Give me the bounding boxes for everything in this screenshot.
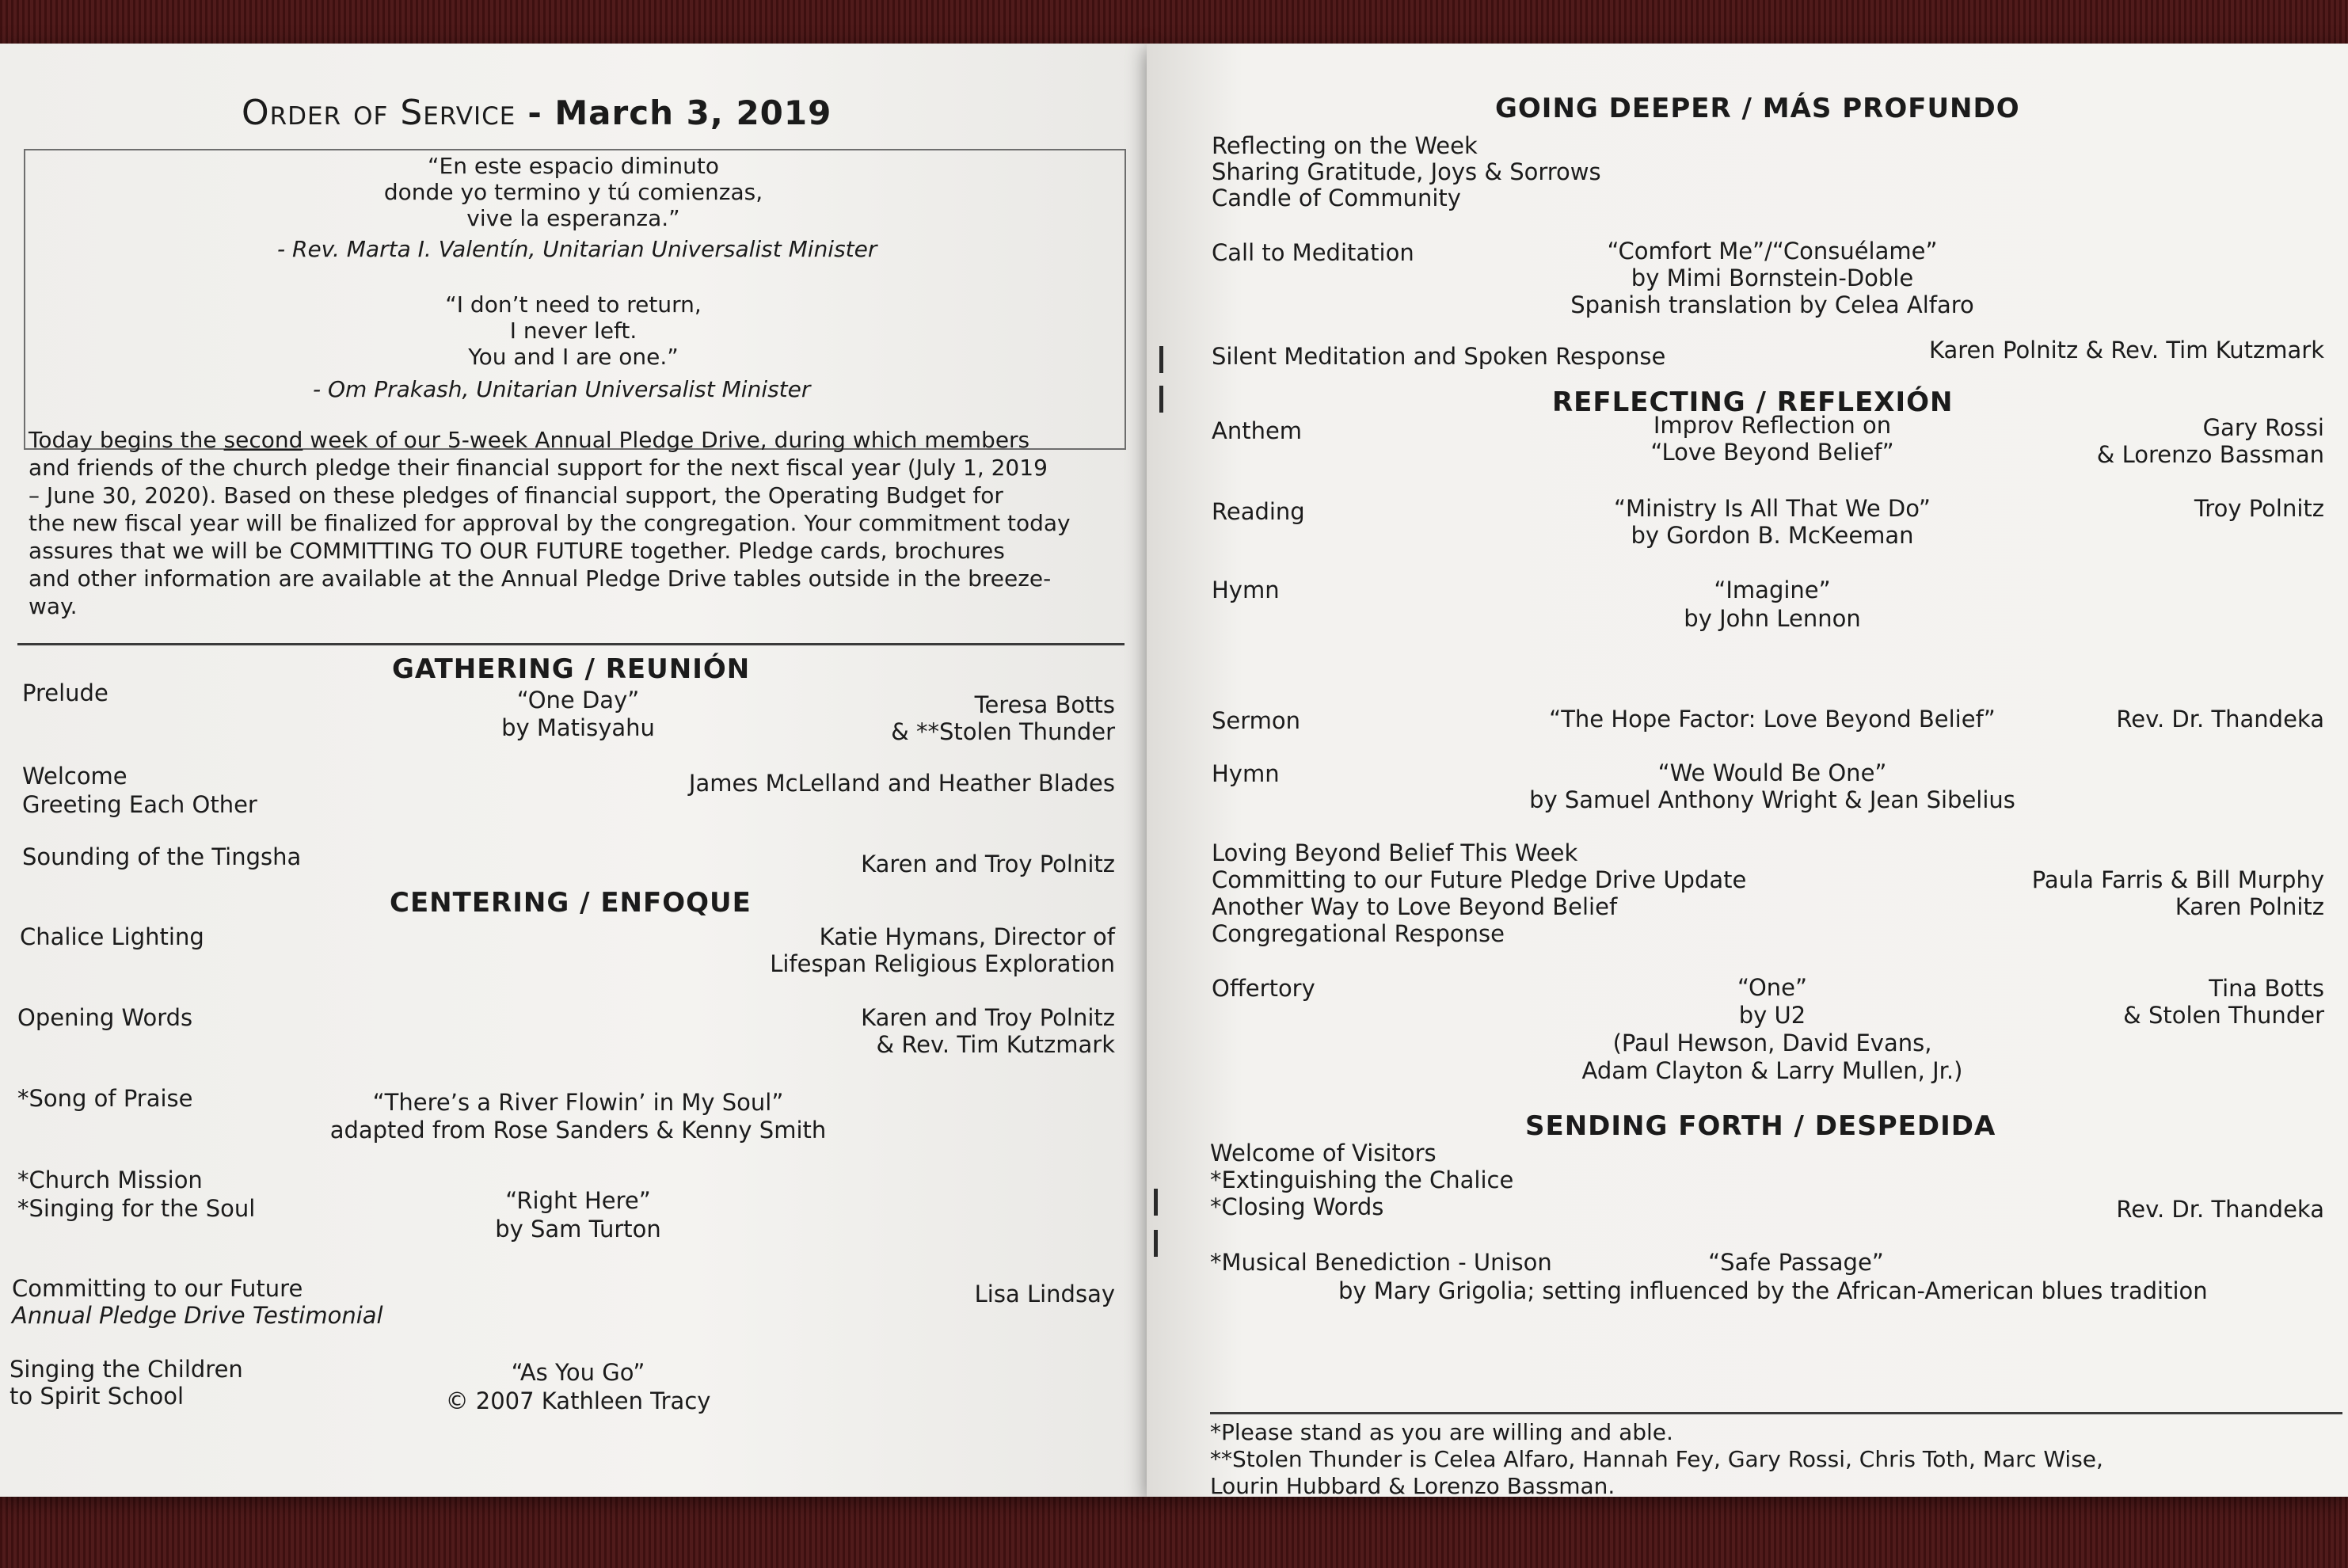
intro-line: and friends of the church pledge their financial support for the next fiscal year (July 1, 2019 bbox=[29, 455, 1048, 481]
quote-line: I never left. bbox=[509, 318, 637, 344]
quote-line: “I don’t need to return, bbox=[445, 291, 702, 318]
item-label-silent-meditation: Silent Meditation and Spoken Response bbox=[1212, 343, 1666, 370]
intro-emphasis: second bbox=[223, 427, 303, 453]
fold-mark bbox=[1154, 1230, 1158, 1257]
item-reflecting-week bbox=[1212, 133, 1601, 211]
item-middle-line: Adam Clayton & Larry Mullen, Jr.) bbox=[1581, 1057, 1963, 1084]
item-label-line: Another Way to Love Beyond Belief bbox=[1212, 893, 1618, 920]
section-heading-reflecting: REFLECTING / REFLEXIÓN bbox=[1552, 386, 1954, 418]
section-heading-centering: CENTERING / ENFOQUE bbox=[390, 887, 752, 919]
item-middle-line: adapted from Rose Sanders & Kenny Smith bbox=[329, 1117, 827, 1144]
item-label-line: Sharing Gratitude, Joys & Sorrows bbox=[1212, 158, 1601, 185]
item-label-line: Singing the Children bbox=[10, 1356, 243, 1383]
intro-line: assures that we will be COMMITTING TO OUR FUTURE together. Pledge cards, brochures bbox=[29, 538, 1005, 564]
item-label-anthem: Anthem bbox=[1212, 417, 1303, 444]
item-middle-line: “Comfort Me”/“Consuélame” bbox=[1607, 238, 1938, 265]
footnote-line: **Stolen Thunder is Celea Alfaro, Hannah Fey, Gary Rossi, Chris Toth, Marc Wise, bbox=[1210, 1446, 2103, 1472]
item-label-committing bbox=[12, 1275, 383, 1329]
item-middle-line: “Right Here” bbox=[505, 1187, 651, 1214]
item-label-welcome bbox=[22, 762, 257, 819]
item-right-line: Gary Rossi bbox=[2202, 414, 2324, 441]
item-middle-line: by U2 bbox=[1738, 1002, 1806, 1029]
item-middle-benediction-title: “Safe Passage” bbox=[1708, 1249, 1884, 1276]
item-right-line: Katie Hymans, Director of bbox=[819, 923, 1115, 950]
item-middle-line: “One” bbox=[1737, 974, 1808, 1001]
item-label-line: Candle of Community bbox=[1212, 185, 1461, 211]
item-middle-line: © 2007 Kathleen Tracy bbox=[445, 1387, 711, 1414]
item-middle-line: Spanish translation by Celea Alfaro bbox=[1570, 291, 1974, 318]
item-label-church-mission bbox=[17, 1166, 255, 1223]
item-middle-line: “We Would Be One” bbox=[1657, 759, 1887, 786]
quote-line: vive la esperanza.” bbox=[466, 205, 680, 231]
item-right-closing-words: Rev. Dr. Thandeka bbox=[2116, 1196, 2324, 1223]
quote-line: donde yo termino y tú comienzas, bbox=[383, 179, 763, 205]
item-right-chalice bbox=[770, 923, 1115, 977]
intro-line: and other information are available at the Annual Pledge Drive tables outside in the breeze- bbox=[29, 565, 1052, 592]
item-middle-line: “Imagine” bbox=[1714, 577, 1831, 603]
item-right-line: Tina Botts bbox=[2209, 975, 2324, 1002]
item-right-offertory bbox=[2123, 975, 2324, 1029]
item-right-line: & Lorenzo Bassman bbox=[2096, 441, 2324, 468]
footnote-divider bbox=[1210, 1412, 2342, 1414]
item-right-line: Karen Polnitz bbox=[2175, 893, 2324, 920]
intro-text: Today begins the bbox=[29, 427, 217, 453]
item-label-line: *Closing Words bbox=[1210, 1193, 1384, 1220]
item-label-line: Loving Beyond Belief This Week bbox=[1212, 839, 1578, 866]
item-middle-line: (Paul Hewson, David Evans, bbox=[1612, 1029, 1932, 1056]
intro-paragraph bbox=[29, 426, 1071, 620]
item-right-line: Paula Farris & Bill Murphy bbox=[2031, 866, 2324, 893]
item-label-prelude: Prelude bbox=[22, 679, 108, 706]
page-title-text: Order of Service bbox=[242, 93, 516, 133]
intro-line: way. bbox=[29, 593, 78, 619]
item-label-song-of-praise: *Song of Praise bbox=[17, 1085, 193, 1112]
item-right-line: Teresa Botts bbox=[974, 691, 1115, 718]
item-label-line: Congregational Response bbox=[1212, 920, 1505, 947]
item-middle-prelude bbox=[443, 687, 713, 742]
item-label-line: *Singing for the Soul bbox=[17, 1195, 256, 1222]
divider bbox=[17, 643, 1125, 645]
item-right-tingsha: Karen and Troy Polnitz bbox=[861, 851, 1115, 877]
item-middle-line: by Samuel Anthony Wright & Jean Sibelius bbox=[1529, 786, 2015, 813]
quote-line: “En este espacio diminuto bbox=[428, 153, 719, 179]
fold-mark bbox=[1159, 386, 1163, 413]
item-middle-line: “One Day” bbox=[516, 687, 640, 714]
intro-line: the new fiscal year will be finalized for approval by the congregation. Your commitment today bbox=[29, 510, 1071, 536]
item-middle-line: by John Lennon bbox=[1684, 605, 1861, 632]
item-welcome-visitors bbox=[1210, 1140, 1513, 1220]
right-page bbox=[1147, 44, 2348, 1497]
item-middle-hymn-one bbox=[1495, 759, 2049, 813]
item-middle-sermon: “The Hope Factor: Love Beyond Belief” bbox=[1549, 706, 1996, 733]
item-middle-song-of-praise bbox=[301, 1089, 855, 1144]
item-right-reading: Troy Polnitz bbox=[2194, 495, 2324, 522]
item-right-line: Karen and Troy Polnitz bbox=[861, 1004, 1115, 1031]
section-heading-sending: SENDING FORTH / DESPEDIDA bbox=[1525, 1110, 1996, 1142]
item-label-line: to Spirit School bbox=[10, 1383, 185, 1410]
item-right-loving-beyond bbox=[2032, 866, 2324, 920]
item-loving-beyond bbox=[1212, 839, 1746, 947]
item-middle-hymn-imagine bbox=[1606, 576, 1939, 633]
item-right-line: & Stolen Thunder bbox=[2123, 1002, 2324, 1029]
item-right-anthem bbox=[2097, 414, 2324, 468]
item-right-line: & **Stolen Thunder bbox=[891, 718, 1115, 745]
item-middle-singing-children bbox=[428, 1358, 729, 1415]
item-right-sermon: Rev. Dr. Thandeka bbox=[2116, 706, 2324, 733]
item-right-welcome: James McLelland and Heather Blades bbox=[688, 770, 1115, 797]
item-label-tingsha: Sounding of the Tingsha bbox=[22, 843, 302, 870]
intro-text: week of our 5-week Annual Pledge Drive, during which members bbox=[310, 427, 1030, 453]
item-label-opening: Opening Words bbox=[17, 1004, 193, 1031]
item-label-hymn-imagine: Hymn bbox=[1212, 577, 1280, 603]
item-label-line: Committing to our Future bbox=[12, 1275, 303, 1302]
item-right-silent-meditation: Karen Polnitz & Rev. Tim Kutzmark bbox=[1928, 337, 2324, 363]
page-title-date: - March 3, 2019 bbox=[527, 93, 832, 132]
quote-attribution: - Om Prakash, Unitarian Universalist Minister bbox=[313, 376, 811, 402]
item-middle-line: by Sam Turton bbox=[495, 1216, 661, 1243]
item-label-line: Reflecting on the Week bbox=[1212, 132, 1478, 159]
item-label-line: Greeting Each Other bbox=[22, 791, 257, 818]
item-middle-line: by Mimi Bornstein-Doble bbox=[1631, 265, 1914, 291]
item-label-line: *Church Mission bbox=[17, 1166, 203, 1193]
footnote-line: Lourin Hubbard & Lorenzo Bassman. bbox=[1210, 1473, 1615, 1499]
item-right-line: Lifespan Religious Exploration bbox=[770, 950, 1115, 977]
quote-2 bbox=[24, 291, 1123, 370]
item-middle-line: “Love Beyond Belief” bbox=[1650, 439, 1894, 466]
item-middle-line: by Gordon B. McKeeman bbox=[1631, 522, 1914, 549]
item-label-benediction: *Musical Benediction - Unison bbox=[1210, 1249, 1552, 1276]
item-label-line: Committing to our Future Pledge Drive Update bbox=[1212, 866, 1747, 893]
item-label-reading: Reading bbox=[1212, 498, 1305, 525]
page-title bbox=[242, 93, 832, 133]
section-heading-gathering: GATHERING / REUNIÓN bbox=[392, 653, 751, 685]
item-right-opening bbox=[861, 1004, 1115, 1058]
item-right-prelude bbox=[891, 691, 1115, 745]
item-middle-reading bbox=[1566, 495, 1978, 549]
fold-mark bbox=[1159, 346, 1163, 373]
item-middle-offertory bbox=[1558, 974, 1986, 1085]
item-label-singing-children bbox=[10, 1356, 243, 1410]
quote-line: You and I are one.” bbox=[468, 344, 679, 370]
footnote-line: *Please stand as you are willing and able. bbox=[1210, 1419, 1673, 1445]
item-middle-line: “As You Go” bbox=[511, 1359, 645, 1386]
fold-mark bbox=[1154, 1189, 1158, 1216]
footnotes bbox=[1210, 1419, 2103, 1500]
left-page bbox=[0, 44, 1148, 1497]
item-label-offertory: Offertory bbox=[1212, 975, 1315, 1002]
item-middle-line: “There’s a River Flowin’ in My Soul” bbox=[372, 1089, 784, 1116]
item-middle-benediction-by: by Mary Grigolia; setting influenced by the African-American blues tradition bbox=[1338, 1277, 2208, 1304]
item-right-line: & Rev. Tim Kutzmark bbox=[876, 1031, 1115, 1058]
item-label-line: *Extinguishing the Chalice bbox=[1210, 1166, 1514, 1193]
item-middle-meditation bbox=[1527, 238, 2018, 318]
section-heading-going-deeper: GOING DEEPER / MÁS PROFUNDO bbox=[1495, 93, 2020, 124]
item-label-hymn-one: Hymn bbox=[1212, 760, 1280, 787]
item-label-meditation: Call to Meditation bbox=[1212, 239, 1414, 266]
item-label-line: Annual Pledge Drive Testimonial bbox=[12, 1302, 383, 1329]
quote-1 bbox=[24, 153, 1123, 231]
item-label-line: Welcome bbox=[22, 763, 127, 790]
intro-line: – June 30, 2020). Based on these pledges of financial support, the Operating Budget for bbox=[29, 482, 1003, 508]
item-middle-anthem bbox=[1622, 412, 1923, 466]
item-label-chalice: Chalice Lighting bbox=[20, 923, 204, 950]
item-middle-line: Improv Reflection on bbox=[1653, 412, 1892, 439]
item-right-committing: Lisa Lindsay bbox=[974, 1281, 1115, 1307]
item-label-sermon: Sermon bbox=[1212, 707, 1301, 734]
item-middle-church-mission bbox=[443, 1186, 713, 1243]
quote-attribution: - Rev. Marta I. Valentín, Unitarian Universalist Minister bbox=[277, 236, 877, 262]
item-middle-line: by Matisyahu bbox=[501, 714, 655, 741]
item-label-line: Welcome of Visitors bbox=[1210, 1140, 1437, 1166]
item-middle-line: “Ministry Is All That We Do” bbox=[1614, 495, 1931, 522]
